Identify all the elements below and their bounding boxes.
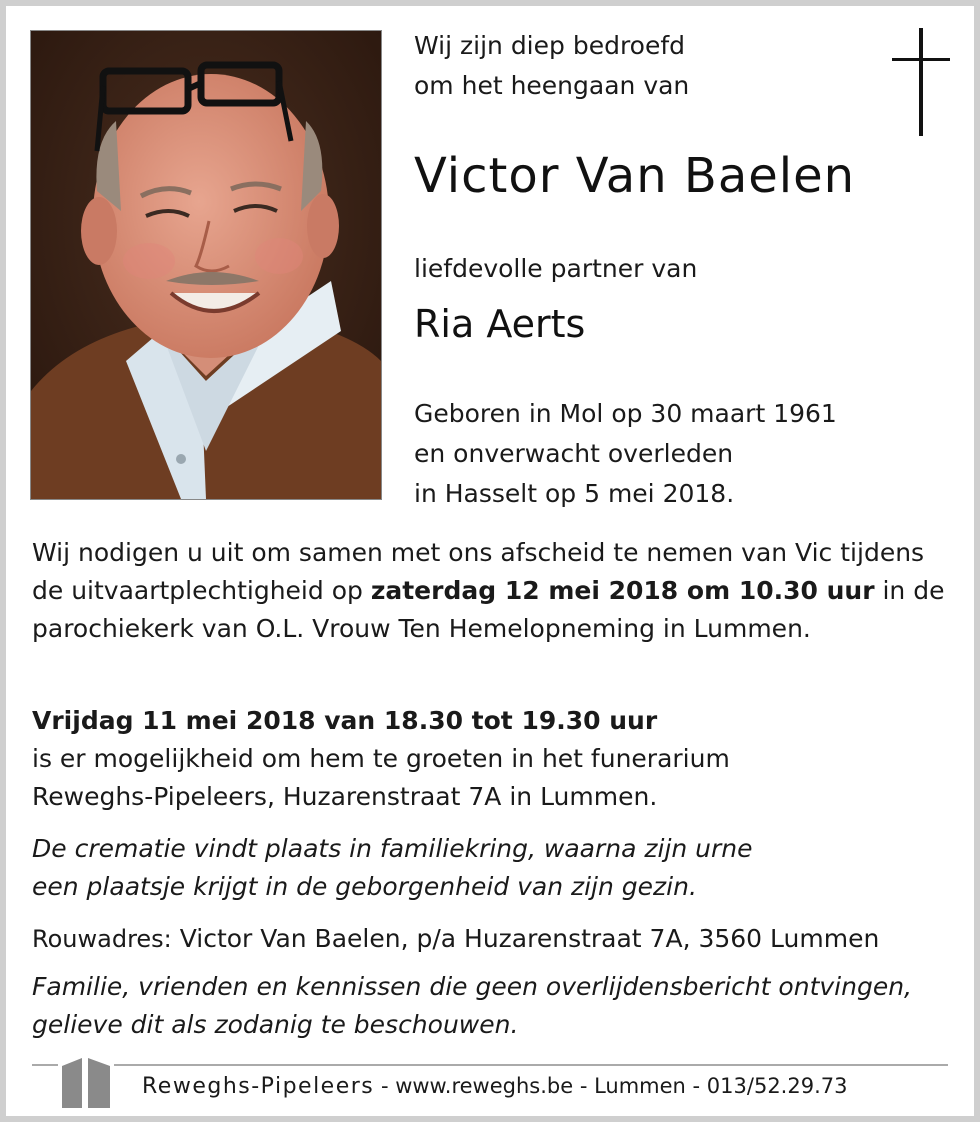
ceremony-text-2: in de parochiekerk van O.L. Vrouw Ten Hemelopneming in Lummen.	[32, 576, 945, 643]
cross-icon	[892, 28, 952, 136]
notice-line-2: gelieve dit als zodanig te beschouwen.	[32, 1010, 519, 1039]
cremation-line-1: De crematie vindt plaats in familiekring, waarna zijn urne	[32, 834, 753, 863]
visitation-paragraph	[32, 702, 952, 816]
footer-info	[142, 1074, 847, 1099]
intro-line-1: Wij zijn diep bedroefd	[414, 31, 686, 60]
address-line	[32, 920, 952, 958]
footer-brand: Reweghs-Pipeleers	[142, 1074, 375, 1099]
intro-line-2: om het heengaan van	[414, 71, 690, 100]
footer-divider	[32, 1064, 948, 1066]
visitation-line-3: Reweghs-Pipeleers, Huzarenstraat 7A in Lummen.	[32, 782, 658, 811]
visitation-line-2: is er mogelijkheid om hem te groeten in het funerarium	[32, 744, 730, 773]
notice-paragraph	[32, 968, 952, 1044]
cremation-line-2: een plaatsje krijgt in de geborgenheid van zijn gezin.	[32, 872, 697, 901]
cremation-paragraph	[32, 830, 952, 906]
portrait-photo	[30, 30, 382, 500]
partner-name: Ria Aerts	[414, 302, 586, 346]
ceremony-paragraph	[32, 534, 952, 648]
footer-details: - www.reweghs.be - Lummen - 013/52.29.73	[374, 1074, 848, 1098]
ceremony-datetime: zaterdag 12 mei 2018 om 10.30 uur	[370, 576, 875, 605]
birth-line-1: Geboren in Mol op 30 maart 1961	[414, 399, 837, 428]
deceased-name: Victor Van Baelen	[414, 148, 856, 204]
intro-text	[414, 26, 689, 106]
birth-line-3: in Hasselt op 5 mei 2018.	[414, 479, 735, 508]
visitation-datetime: Vrijdag 11 mei 2018 van 18.30 tot 19.30 uur	[32, 706, 658, 735]
notice-line-1: Familie, vrienden en kennissen die geen overlijdensbericht ontvingen,	[32, 972, 912, 1001]
birth-death-info	[414, 394, 837, 514]
address-value: Victor Van Baelen, p/a Huzarenstraat 7A, 3560 Lummen	[171, 924, 880, 953]
address-label: Rouwadres:	[32, 925, 172, 953]
funeral-home-logo-icon	[58, 1052, 114, 1108]
birth-line-2: en onverwacht overleden	[414, 439, 734, 468]
partner-intro: liefdevolle partner van	[414, 254, 698, 283]
ceremony-text-1: Wij nodigen u uit om samen met ons afscheid te nemen van Vic tijdens de uitvaartplechtigheid op	[32, 538, 925, 605]
